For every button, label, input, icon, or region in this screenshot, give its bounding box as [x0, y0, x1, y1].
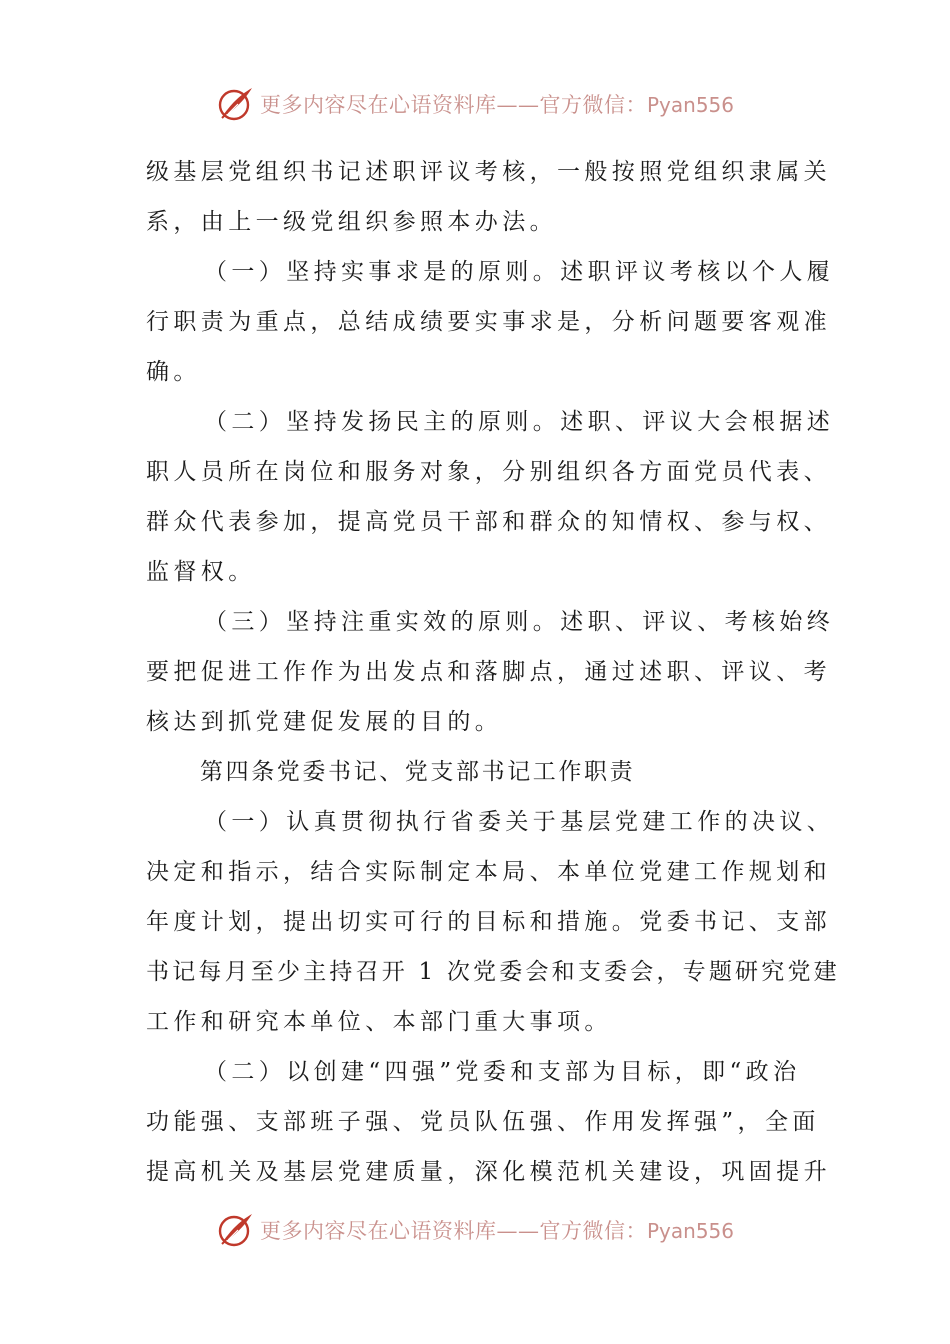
header-separator: ——	[496, 93, 540, 117]
body-line: 书记每月至少主持召开 1 次党委会和支委会，专题研究党建	[146, 959, 840, 985]
body-line: 行职责为重点，总结成绩要实事求是，分析问题要客观准	[146, 309, 831, 335]
body-line: 功能强、支部班子强、党员队伍强、作用发挥强”，全面	[146, 1109, 820, 1135]
body-line: 工作和研究本单位、本部门重大事项。	[146, 1009, 612, 1035]
body-line: 监督权。	[146, 559, 256, 585]
document-body	[146, 147, 840, 1197]
body-line: （一）坚持实事求是的原则。述职评议考核以个人履	[204, 259, 835, 285]
body-line: 群众代表参加，提高党员干部和群众的知情权、参与权、	[146, 509, 831, 535]
footer-watermark	[0, 1208, 950, 1252]
footer-brand-text: 更多内容尽在心语资料库	[259, 1219, 497, 1243]
header-brand-text: 更多内容尽在心语资料库	[259, 93, 497, 117]
body-line: 确。	[146, 359, 201, 385]
footer-wechat-label: 官方微信：	[539, 1219, 647, 1243]
body-line: 决定和指示，结合实际制定本局、本单位党建工作规划和	[146, 859, 831, 885]
body-line: 要把促进工作作为出发点和落脚点，通过述职、评议、考	[146, 659, 831, 685]
body-line: 提高机关及基层党建质量，深化模范机关建设，巩固提升	[146, 1159, 831, 1185]
footer-separator: ——	[496, 1219, 540, 1243]
header-watermark	[0, 82, 950, 126]
body-line: 职人员所在岗位和服务对象，分别组织各方面党员代表、	[146, 459, 831, 485]
section-heading: 第四条党委书记、党支部书记工作职责	[200, 759, 636, 785]
header-wechat-label: 官方微信：	[539, 93, 647, 117]
body-line: 级基层党组织书记述职评议考核，一般按照党组织隶属关	[146, 159, 831, 185]
body-line: 核达到抓党建促发展的目的。	[146, 709, 503, 735]
footer-wechat-id: Pyan556	[646, 1219, 734, 1243]
header-wechat-id: Pyan556	[646, 93, 734, 117]
quill-pen-icon	[216, 1210, 256, 1250]
body-line: （二）以创建“四强”党委和支部为目标，即“政治	[204, 1059, 801, 1085]
body-line: （二）坚持发扬民主的原则。述职、评议大会根据述	[204, 409, 835, 435]
quill-pen-icon	[216, 84, 256, 124]
body-line: （三）坚持注重实效的原则。述职、评议、考核始终	[204, 609, 835, 635]
body-line: 年度计划，提出切实可行的目标和措施。党委书记、支部	[146, 909, 831, 935]
body-line: 系，由上一级党组织参照本办法。	[146, 209, 557, 235]
body-line: （一）认真贯彻执行省委关于基层党建工作的决议、	[204, 809, 835, 835]
